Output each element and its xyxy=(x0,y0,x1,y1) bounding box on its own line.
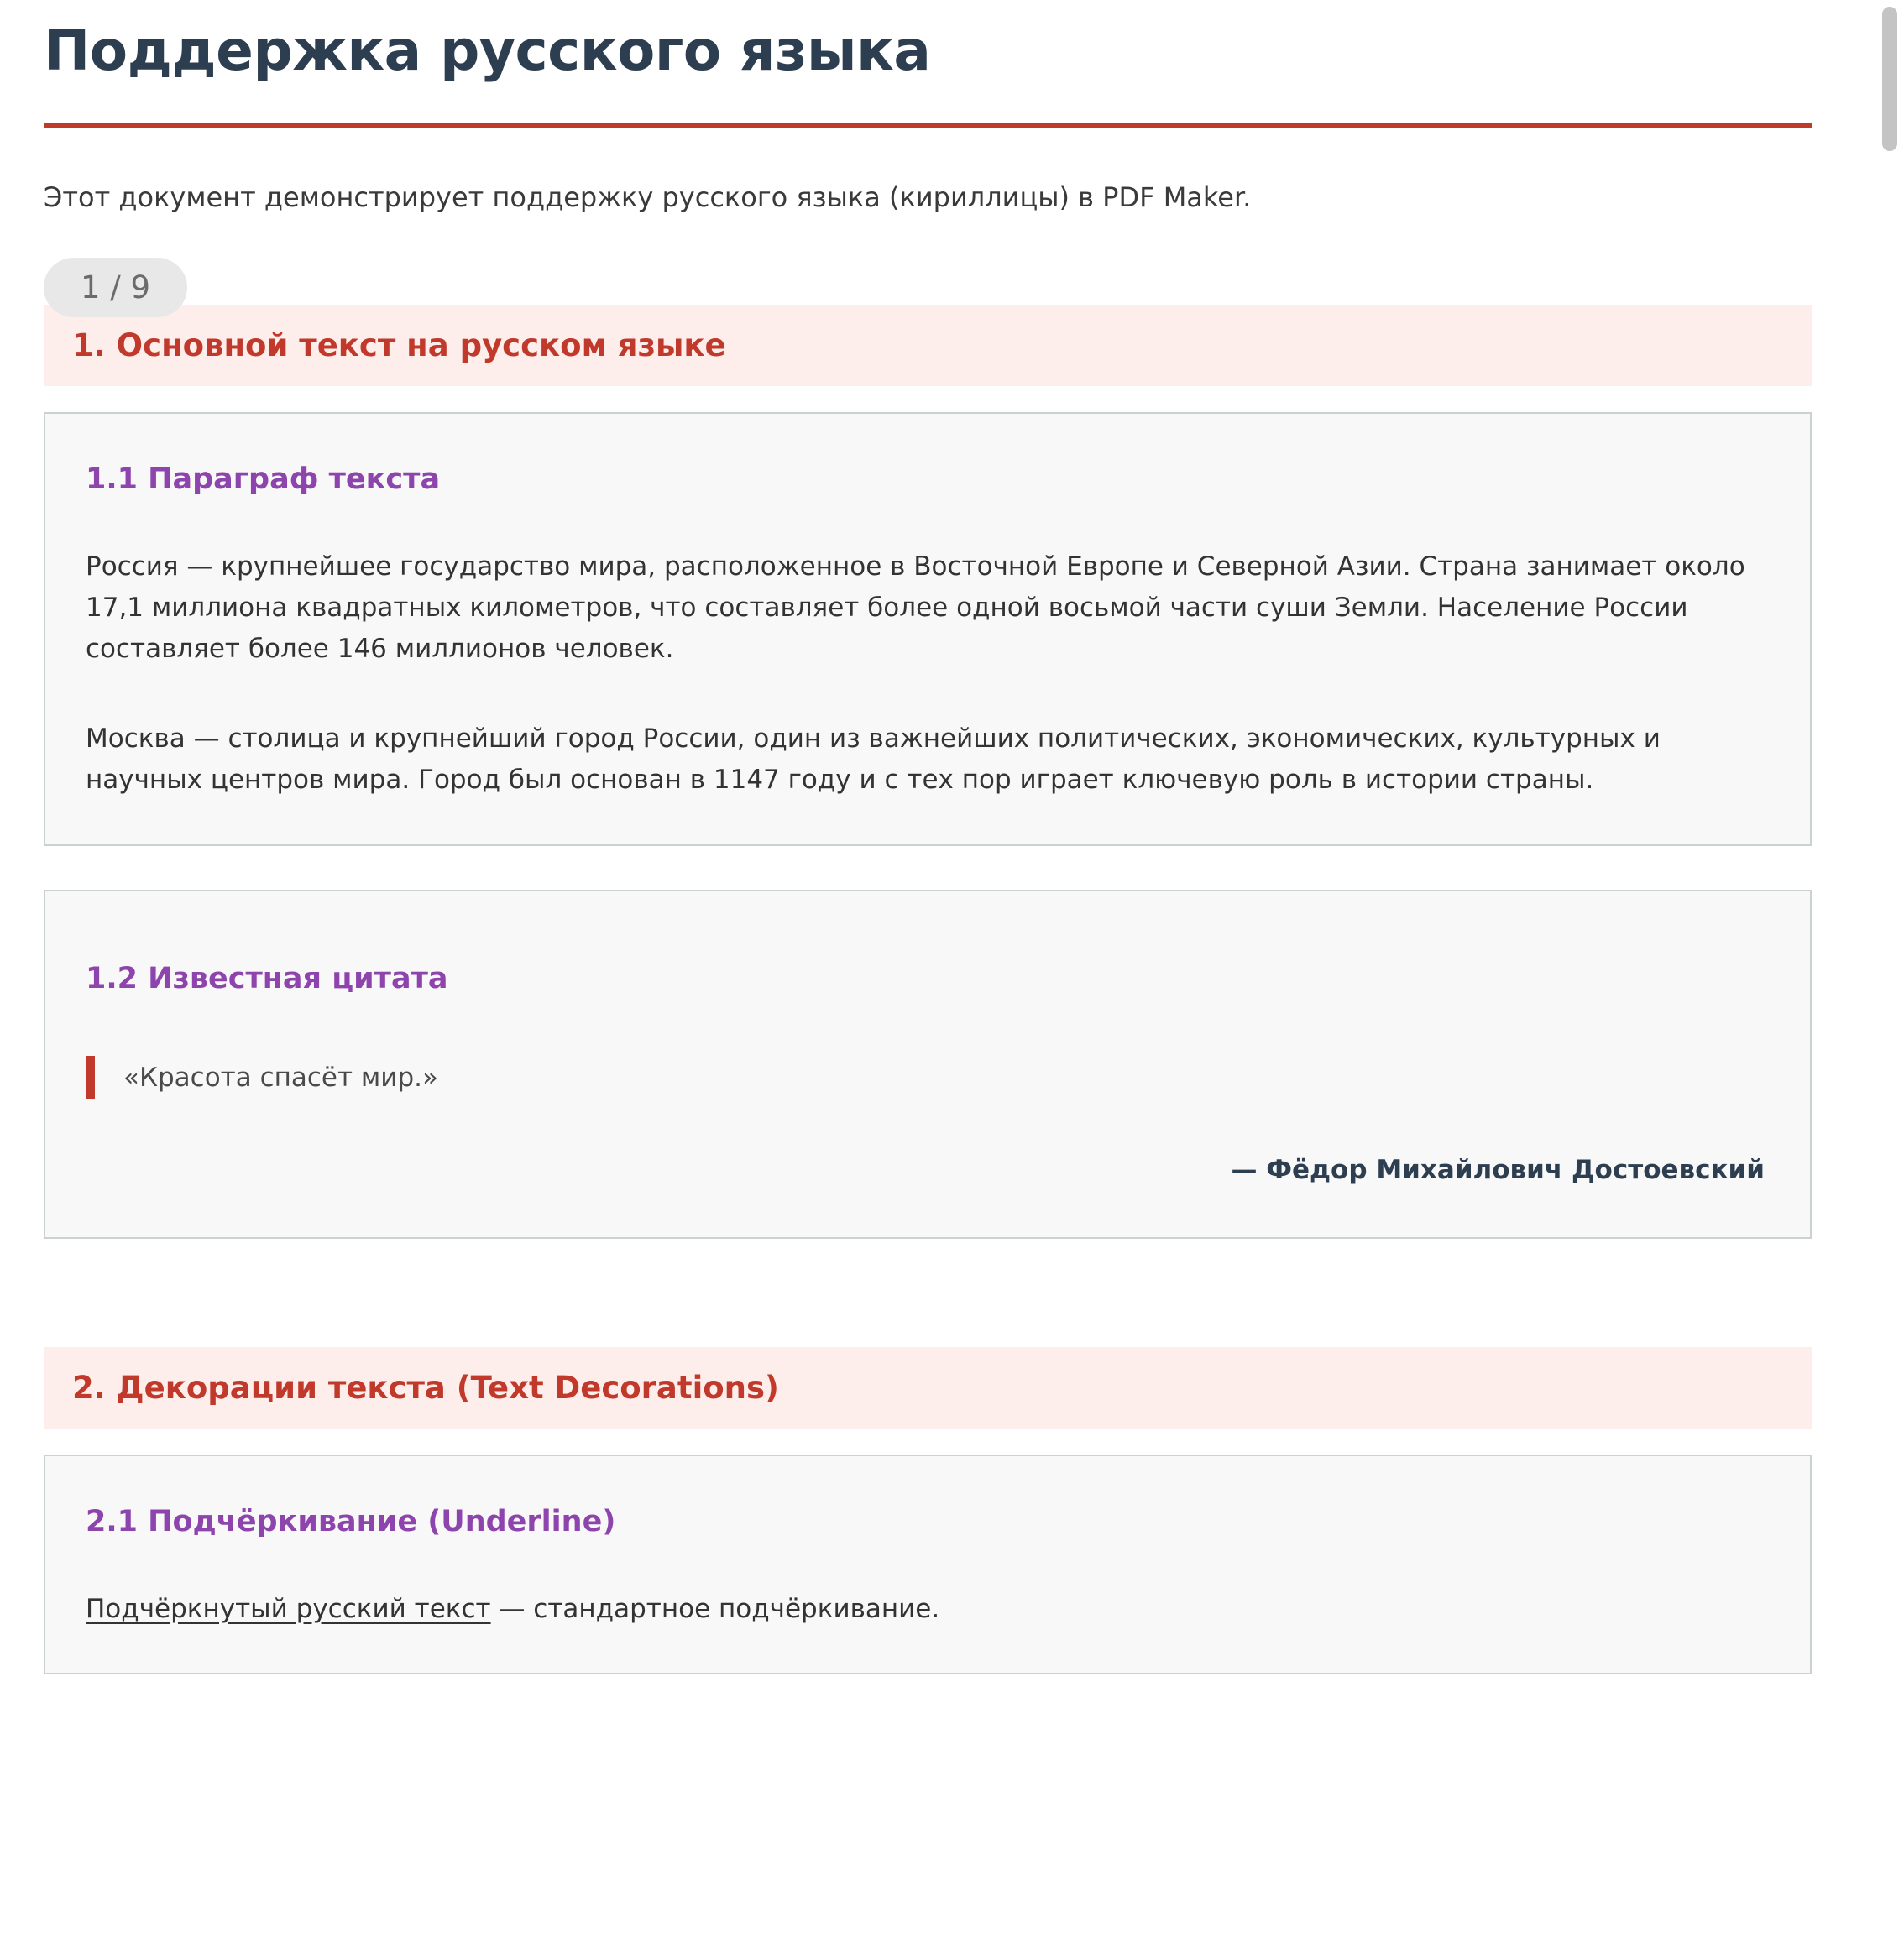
intro-paragraph: Этот документ демонстрирует поддержку русского языка (кириллицы) в PDF Maker. xyxy=(44,180,1252,213)
quote-attribution: — Фёдор Михайлович Достоевский xyxy=(1231,1155,1765,1186)
underline-demo-rest: — стандартное подчёркивание. xyxy=(490,1594,940,1625)
subsection-2-1-heading: 2.1 Подчёркивание (Underline) xyxy=(86,1505,616,1539)
vertical-scrollbar-thumb[interactable] xyxy=(1882,7,1897,151)
section-2-heading: 2. Декорации текста (Text Decorations) xyxy=(44,1347,1812,1429)
section-1 xyxy=(44,305,1812,1239)
subsection-1-1-heading: 1.1 Параграф текста xyxy=(86,462,441,497)
subsection-1-2-heading: 1.2 Известная цитата xyxy=(86,962,448,996)
vertical-scrollbar-track[interactable] xyxy=(1875,0,1904,1943)
subsection-1-2-card xyxy=(44,890,1812,1239)
subsection-2-1-card xyxy=(44,1455,1812,1674)
quote-text: «Красота спасёт мир.» xyxy=(123,1063,438,1094)
quote-bar-icon xyxy=(86,1056,95,1099)
paragraph-moscow: Москва — столица и крупнейший город России, один из важнейших политических, экономических, культурных и научных центров мира. Город был основан в 1147 году и с тех пор играет ключевую роль в истории страны. xyxy=(86,723,1661,796)
section-2 xyxy=(44,1347,1812,1674)
paragraph-russia: Россия — крупнейшее государство мира, расположенное в Восточной Европе и Северной Азии. Страна занимает около 17,1 миллиона квадратных километров, что составляет более одной восьмой части суши Земли. Население России составляет более 146 миллионов человек. xyxy=(86,551,1745,665)
title-divider xyxy=(44,123,1812,128)
underlined-text: Подчёркнутый русский текст xyxy=(86,1594,491,1625)
section-1-heading: 1. Основной текст на русском языке xyxy=(44,305,1812,386)
subsection-1-1-card xyxy=(44,412,1812,846)
blockquote xyxy=(86,1056,1770,1099)
underline-demo-paragraph xyxy=(86,1589,1770,1629)
page-title: Поддержка русского языка xyxy=(44,18,931,83)
page-indicator-badge[interactable]: 1 / 9 xyxy=(44,258,187,317)
